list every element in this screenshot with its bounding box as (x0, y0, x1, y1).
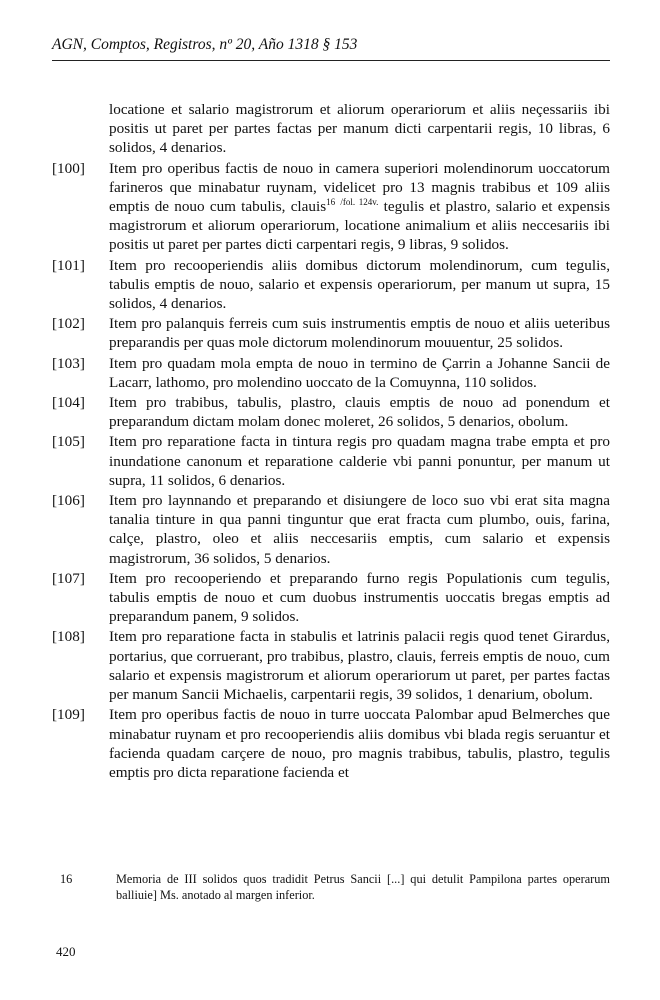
entry-number: [108] (52, 628, 85, 646)
entry-number: [104] (52, 394, 85, 412)
continuation-paragraph: locatione et salario magistrorum et aliorum operariorum et aliis neçessariis ibi positis ut paret per partes factas per manum dicti carpentarii regis, 10 libras, 6 solidos, 4 denarios. (109, 101, 610, 157)
entry-number: [109] (52, 706, 85, 724)
entry-text: Item pro operibus factis de nouo in turre uoccata Palombar apud Belmerches que minabatur ruynam et pro recooperiendis aliis domibus vbi blada regis seruantur et facienda quadam carçere de nouo, pro magnis trabibus, tabulis, plastro, tegulis emptis pro dicta reparatione facienda et (109, 706, 610, 781)
entry-107 (52, 569, 610, 627)
footnote-number: 16 (60, 872, 73, 886)
entry-number: [102] (52, 315, 85, 333)
entry-103 (52, 354, 610, 392)
entry-text: Item pro recooperiendo et preparando furno regis Populationis cum tegulis, tabulis emptis de nouo et cum duobus instrumentis uoccatis bregas emptis ad preparandum panem, 9 solidos. (109, 569, 610, 626)
entry-102 (52, 314, 610, 352)
entry-105 (52, 432, 610, 490)
entry-text: Item pro reparatione facta in stabulis et latrinis palacii regis quod tenet Girardus, portarius, que corruerant, pro trabibus, plastro, clauis, ferreis emptis de nouo, cum salario et expensis magistrorum et aliorum operariorum ut paret, per partes factas per manum Sancii Michaelis, carpentarii regis, 39 solidos, 1 denarium, obolum. (109, 628, 610, 704)
entry-text: Item pro palanquis ferreis cum suis instrumentis emptis de nouo et aliis ueteribus preparandis per quas mole dictorum molendinorum mouuentur, 25 solidos. (109, 315, 610, 352)
entry-text-part: tegulis et plastro, salario et expensis magistrorum et aliorum operariorum, locatione animalium et aliis neccesariis ibi positis ut paret per partes dicti carpentari regis, 9 libras, 9 solidos. (109, 198, 611, 254)
entry-number: [101] (52, 256, 85, 274)
folio-marker: /fol. 124v. (340, 196, 379, 207)
entry-number: [100] (52, 159, 85, 177)
entry-text: Item pro laynnando et preparando et disiungere de loco suo vbi erat sita magna tanalia tinture in qua panni tinguntur que erat fracta cum plumbo, ouis, farina, calçe, plastro, oleo et aliis neccesariis emptis, cum salario et expensis magistrorum, 36 solidos, 5 denarios. (109, 492, 610, 567)
running-header: AGN, Comptos, Registros, nº 20, Año 1318 § 153 (52, 36, 358, 53)
entry-109 (52, 705, 610, 782)
entry-number: [107] (52, 569, 85, 587)
page-number: 420 (56, 944, 76, 959)
entry-text-part: Item pro operibus factis de nouo in camera superiori molendinorum uoccatorum farineros que minabatur ruynam, videlicet pro 13 magnis trabibus et 109 aliis emptis de nouo cum tabulis, clauis (109, 159, 610, 216)
entry-104 (52, 393, 610, 431)
entry-108 (52, 627, 610, 704)
entry-number: [106] (52, 492, 85, 510)
header-rule (52, 60, 610, 61)
footnote-text: Memoria de III solidos quos tradidit Petrus Sancii [...] qui detulit Pampilona partes operarum balliuie] Ms. anotado al margen inferior. (116, 872, 610, 902)
entry-101 (52, 256, 610, 314)
entry-text (109, 159, 610, 255)
footnote-reference: 16 (326, 196, 336, 207)
entry-text: Item pro recooperiendis aliis domibus dictorum molendinorum, cum tegulis, tabulis emptis de nouo, salario et expensis operariorum, per manum ut supra, 15 solidos, 4 denarios. (109, 256, 610, 313)
entry-text: Item pro reparatione facta in tintura regis pro quadam magna trabe empta et pro inundatione canonum et reparatione calderie vbi panni ponuntur, per manum ut supra, 11 solidos, 6 denarios. (109, 433, 610, 489)
entry-text: Item pro trabibus, tabulis, plastro, clauis emptis de nouo ad ponendum et preparandum dictam molam donec moleret, 26 solidos, 5 denarios, obolum. (109, 394, 610, 431)
entry-number: [105] (52, 433, 85, 451)
footnote (60, 872, 610, 903)
entry-number: [103] (52, 354, 85, 372)
entry-text: Item pro quadam mola empta de nouo in termino de Çarrin a Johanne Sancii de Lacarr, lathomo, pro molendino uoccato de la Comuynna, 110 solidos. (109, 354, 610, 391)
main-text (52, 100, 610, 783)
entry-100 (52, 159, 610, 255)
entry-106 (52, 491, 610, 568)
